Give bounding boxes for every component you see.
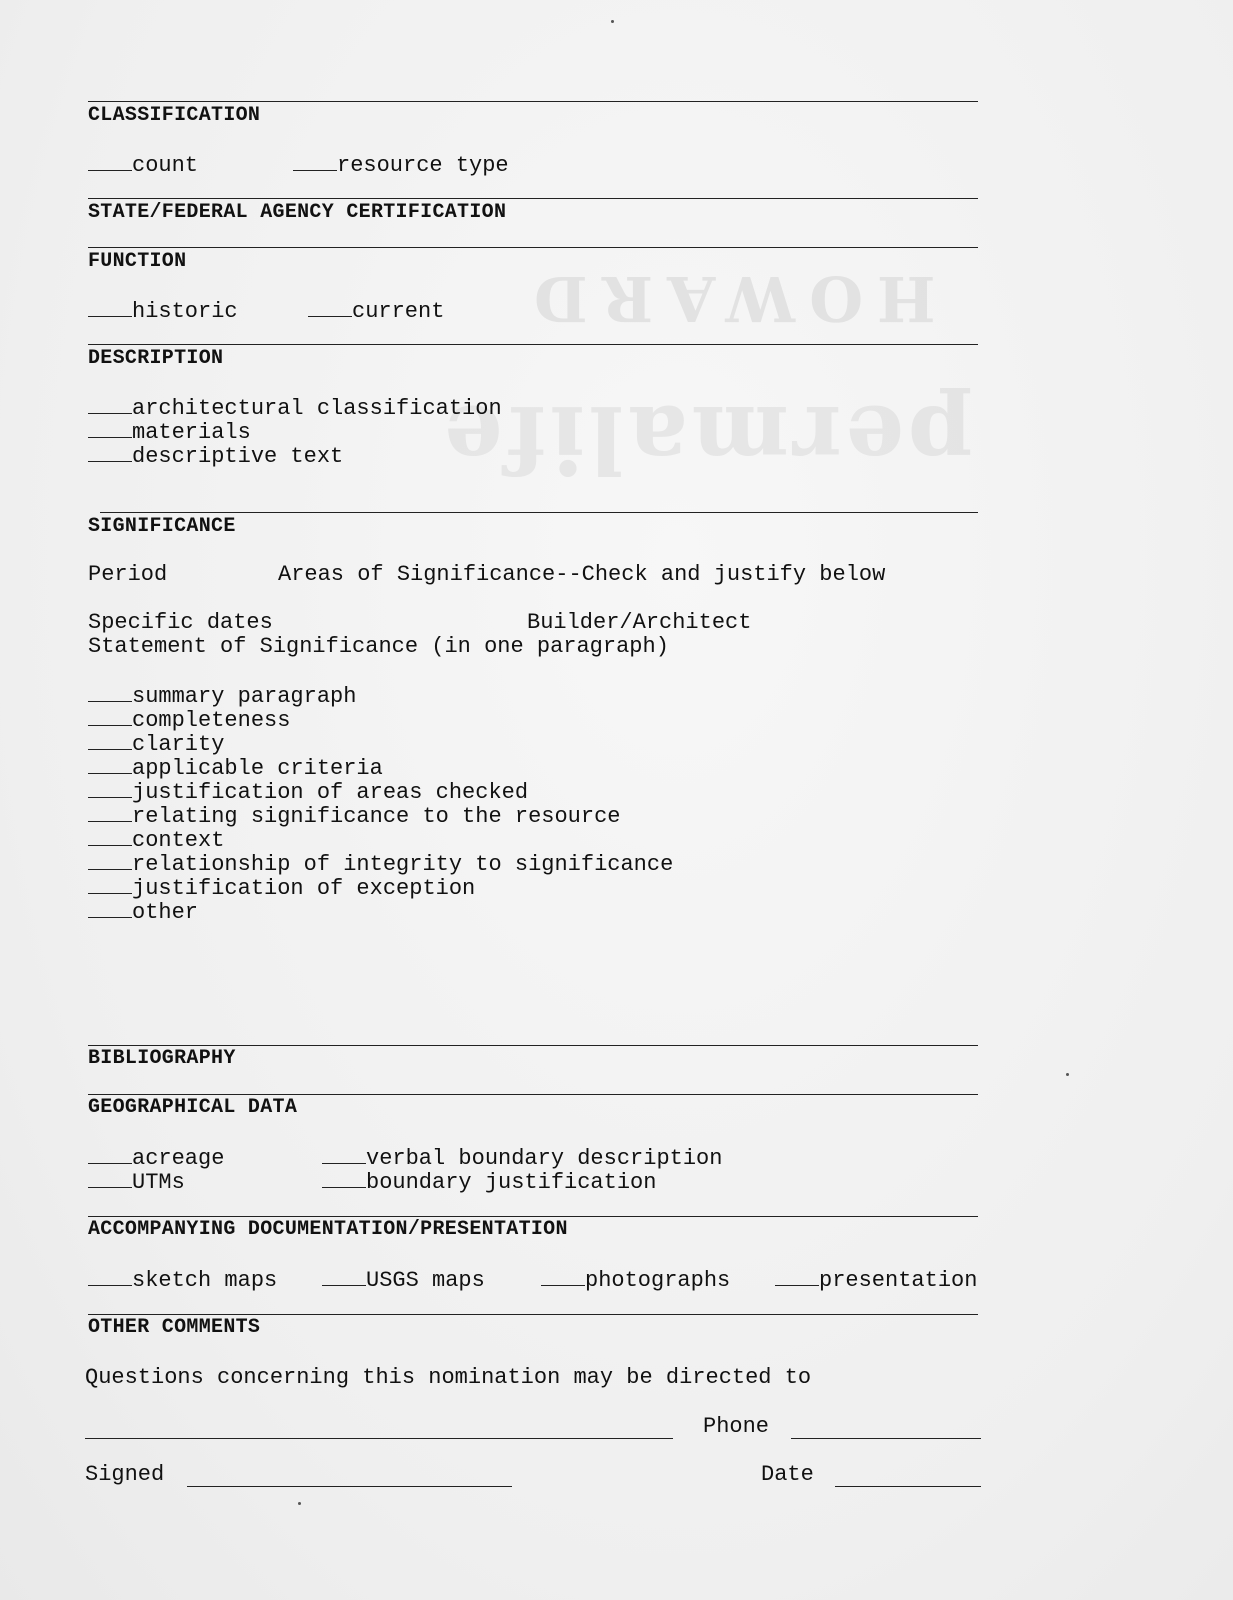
item-label: verbal boundary description: [366, 1146, 723, 1171]
checkbox-item-justification-of-exception[interactable]: [88, 875, 475, 901]
check-blank[interactable]: [541, 1267, 585, 1286]
rule-documentation: [88, 1216, 978, 1217]
item-label: relationship of integrity to significance: [132, 852, 674, 877]
item-label: architectural classification: [132, 396, 502, 421]
check-blank[interactable]: [293, 152, 337, 171]
check-blank[interactable]: [88, 851, 132, 870]
areas-of-significance-label: Areas of Significance--Check and justify below: [278, 562, 886, 587]
item-label: justification of exception: [132, 876, 476, 901]
check-blank[interactable]: [88, 395, 132, 414]
heading-geographical-data: GEOGRAPHICAL DATA: [88, 1096, 298, 1119]
statement-of-significance-label: Statement of Significance (in one paragraph): [88, 634, 669, 659]
phone-field[interactable]: [791, 1438, 981, 1439]
checkbox-item-completeness[interactable]: [88, 707, 290, 733]
scan-speck: [298, 1502, 301, 1505]
item-label: resource type: [337, 153, 509, 178]
checkbox-item-context[interactable]: [88, 827, 224, 853]
checkbox-item-descriptive-text[interactable]: [88, 443, 343, 469]
heading-documentation: ACCOMPANYING DOCUMENTATION/PRESENTATION: [88, 1218, 568, 1241]
checkbox-item-other[interactable]: [88, 899, 198, 925]
check-blank[interactable]: [88, 803, 132, 822]
item-label: current: [352, 299, 445, 324]
item-label: other: [132, 900, 199, 925]
check-blank[interactable]: [88, 779, 132, 798]
item-label: justification of areas checked: [132, 780, 529, 805]
questions-text: Questions concerning this nomination may be directed to: [85, 1365, 812, 1390]
item-label: count: [132, 153, 199, 178]
check-blank[interactable]: [88, 875, 132, 894]
item-label: historic: [132, 299, 238, 324]
item-label: clarity: [132, 732, 225, 757]
scan-speck: [1066, 1073, 1069, 1076]
heading-other-comments: OTHER COMMENTS: [88, 1316, 261, 1339]
checkbox-item-materials[interactable]: [88, 419, 251, 445]
check-blank[interactable]: [88, 1267, 132, 1286]
heading-certification: STATE/FEDERAL AGENCY CERTIFICATION: [88, 201, 507, 224]
watermark-brand-main: permalife: [440, 385, 973, 493]
item-label: presentation: [819, 1268, 978, 1293]
rule-bibliography: [88, 1045, 978, 1046]
check-blank[interactable]: [88, 443, 132, 462]
check-blank[interactable]: [322, 1169, 366, 1188]
check-blank[interactable]: [88, 899, 132, 918]
rule-function: [88, 247, 978, 248]
checkbox-item-verbal-boundary-description[interactable]: [322, 1145, 722, 1171]
checkbox-item-applicable-criteria[interactable]: [88, 755, 383, 781]
checkbox-item-justification-of-areas-checked[interactable]: [88, 779, 528, 805]
watermark-brand-top: HOWARD: [520, 262, 936, 335]
rule-significance: [100, 512, 978, 513]
contact-name-field[interactable]: [85, 1438, 673, 1439]
signature-field[interactable]: [187, 1486, 512, 1487]
check-blank[interactable]: [308, 298, 352, 317]
heading-function: FUNCTION: [88, 250, 187, 273]
item-label: applicable criteria: [132, 756, 383, 781]
signed-label: Signed: [85, 1462, 165, 1487]
item-label: completeness: [132, 708, 291, 733]
heading-description: DESCRIPTION: [88, 347, 224, 370]
rule-geographical-data: [88, 1094, 978, 1095]
checkbox-item-sketch-maps[interactable]: [88, 1267, 277, 1293]
builder-architect-label: Builder/Architect: [527, 610, 752, 635]
period-label: Period: [88, 562, 168, 587]
heading-significance: SIGNIFICANCE: [88, 515, 236, 538]
item-label: context: [132, 828, 225, 853]
checkbox-item-historic[interactable]: [88, 298, 238, 324]
item-label: photographs: [585, 1268, 731, 1293]
check-blank[interactable]: [322, 1145, 366, 1164]
check-blank[interactable]: [88, 419, 132, 438]
check-blank[interactable]: [88, 152, 132, 171]
item-label: boundary justification: [366, 1170, 657, 1195]
specific-dates-label: Specific dates: [88, 610, 273, 635]
checkbox-item-current[interactable]: [308, 298, 444, 324]
rule-certification: [88, 198, 978, 199]
date-field[interactable]: [835, 1486, 981, 1487]
checkbox-item-relating-significance[interactable]: [88, 803, 620, 829]
check-blank[interactable]: [322, 1267, 366, 1286]
check-blank[interactable]: [88, 1145, 132, 1164]
heading-classification: CLASSIFICATION: [88, 104, 261, 127]
rule-other-comments: [88, 1314, 978, 1315]
checkbox-item-photographs[interactable]: [541, 1267, 730, 1293]
checkbox-item-utms[interactable]: [88, 1169, 185, 1195]
item-label: acreage: [132, 1146, 225, 1171]
check-blank[interactable]: [88, 731, 132, 750]
phone-label: Phone: [703, 1414, 770, 1439]
item-label: summary paragraph: [132, 684, 357, 709]
check-blank[interactable]: [88, 1169, 132, 1188]
item-label: sketch maps: [132, 1268, 278, 1293]
checkbox-item-usgs-maps[interactable]: [322, 1267, 485, 1293]
check-blank[interactable]: [775, 1267, 819, 1286]
checkbox-item-summary-paragraph[interactable]: [88, 683, 356, 709]
date-label: Date: [761, 1462, 814, 1487]
check-blank[interactable]: [88, 707, 132, 726]
item-label: descriptive text: [132, 444, 344, 469]
check-blank[interactable]: [88, 755, 132, 774]
checkbox-item-boundary-justification[interactable]: [322, 1169, 656, 1195]
checkbox-item-count[interactable]: [88, 152, 198, 178]
checkbox-item-presentation[interactable]: [775, 1267, 977, 1293]
item-label: materials: [132, 420, 251, 445]
checkbox-item-architectural-classification[interactable]: [88, 395, 502, 421]
checkbox-item-clarity[interactable]: [88, 731, 224, 757]
item-label: UTMs: [132, 1170, 185, 1195]
checkbox-item-relationship-of-integrity[interactable]: [88, 851, 673, 877]
heading-bibliography: BIBLIOGRAPHY: [88, 1047, 236, 1070]
check-blank[interactable]: [88, 683, 132, 702]
check-blank[interactable]: [88, 298, 132, 317]
scan-speck: [611, 20, 614, 23]
rule-description: [88, 344, 978, 345]
check-blank[interactable]: [88, 827, 132, 846]
item-label: USGS maps: [366, 1268, 485, 1293]
rule-classification: [88, 101, 978, 102]
item-label: relating significance to the resource: [132, 804, 621, 829]
checkbox-item-acreage[interactable]: [88, 1145, 224, 1171]
checkbox-item-resource-type[interactable]: [293, 152, 509, 178]
